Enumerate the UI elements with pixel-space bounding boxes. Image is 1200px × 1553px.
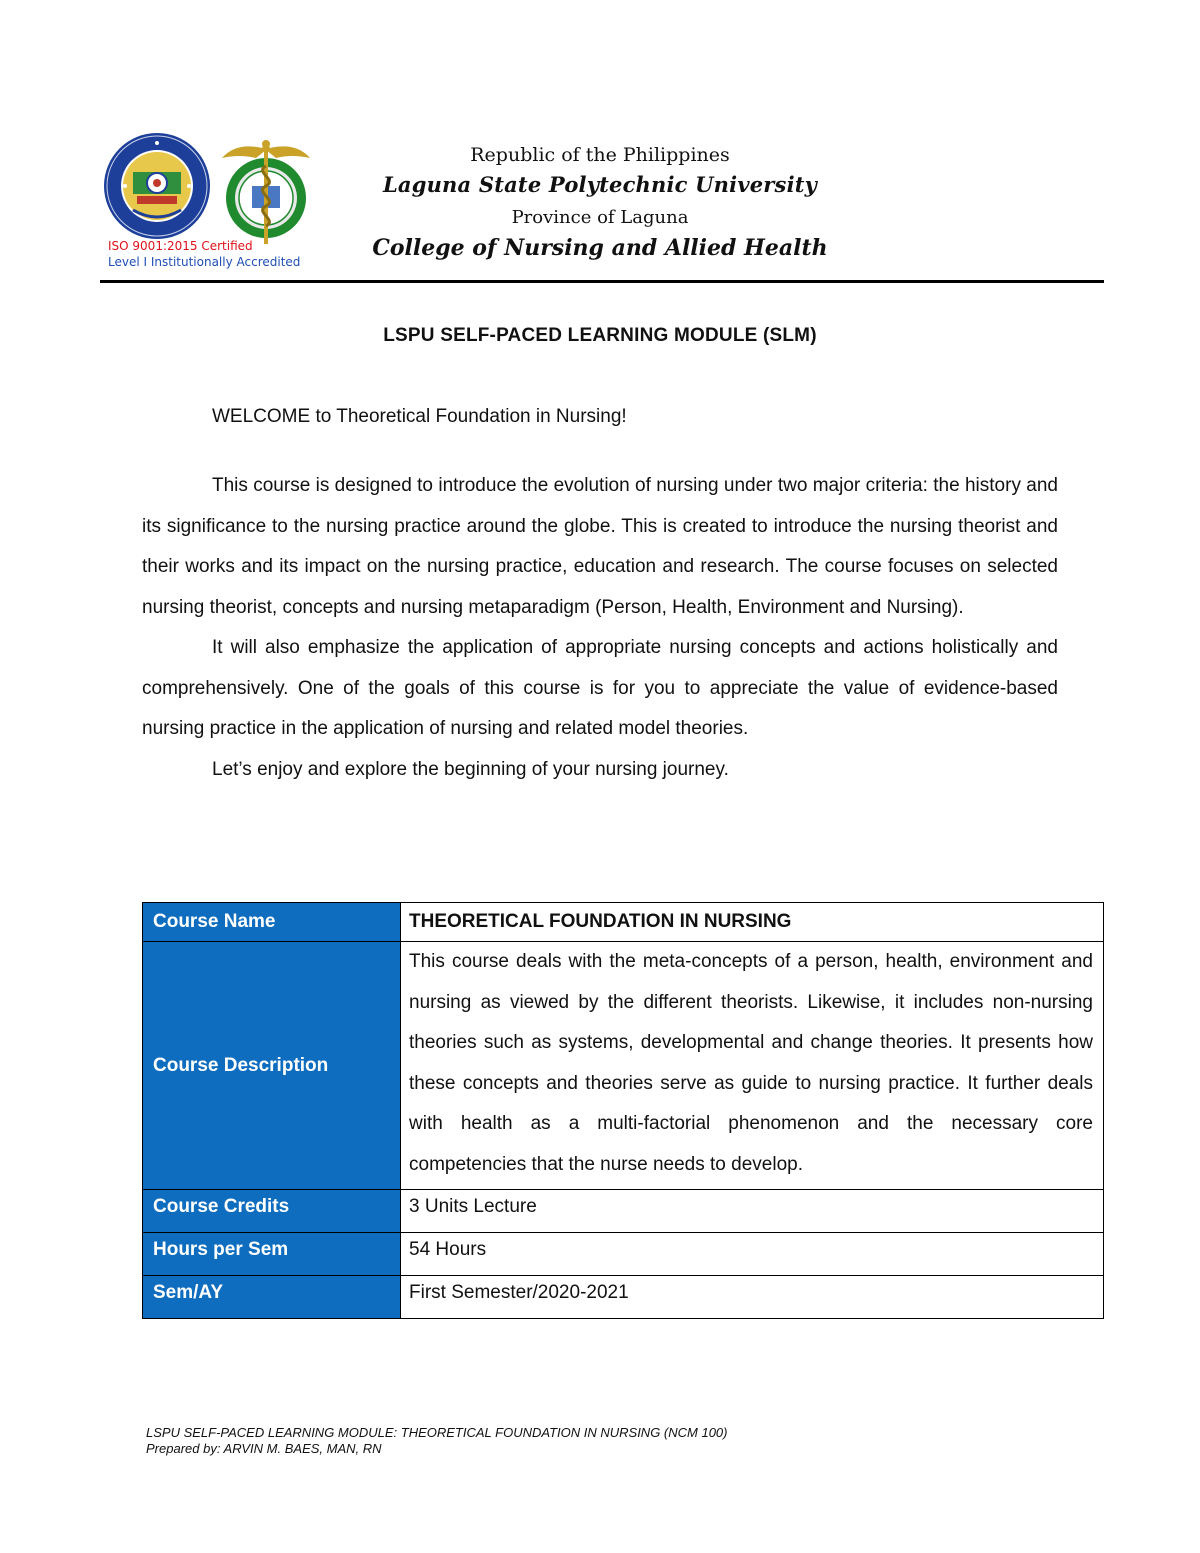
iso-certification: ISO 9001:2015 Certified [108,239,253,253]
intro-paragraph-3: Let’s enjoy and explore the beginning of your nursing journey. [212,758,729,780]
course-credits-label: Course Credits [143,1190,401,1233]
page-footer [146,1425,727,1457]
course-credits-value: 3 Units Lecture [401,1190,1104,1233]
province-line: Province of Laguna [511,207,689,228]
course-introduction [142,466,1058,790]
footer-author-line: Prepared by: ARVIN M. BAES, MAN, RN [146,1441,382,1456]
header-divider [100,280,1104,283]
module-title: LSPU SELF-PACED LEARNING MODULE (SLM) [383,325,817,346]
course-info-table [142,902,1104,1319]
sem-ay-value: First Semester/2020-2021 [401,1276,1104,1319]
sem-ay-label: Sem/AY [143,1276,401,1319]
hours-per-sem-label: Hours per Sem [143,1233,401,1276]
table-row [143,1276,1104,1319]
table-row [143,942,1104,1190]
institution-heading [350,142,850,262]
letterhead [100,130,1104,282]
table-row [143,1190,1104,1233]
intro-paragraph-1: This course is designed to introduce the evolution of nursing under two major criteria: the history and its significance to the nursing practice around the globe. This is created to introduce the nursing theorist and their works and its impact on the nursing practice, education and research. The course focuses on selected nursing theorist, concepts and nursing metaparadigm (Person, Health, Environment and Nursing). [142,475,1058,618]
lspu-seal-icon [103,132,211,240]
table-row [143,1233,1104,1276]
college-name: College of Nursing and Allied Health [372,235,828,261]
hours-per-sem-value: 54 Hours [401,1233,1104,1276]
course-name-value: THEORETICAL FOUNDATION IN NURSING [401,903,1104,942]
table-row [143,903,1104,942]
nursing-caduceus-icon [216,136,316,248]
republic-line: Republic of the Philippines [470,144,730,166]
welcome-line: WELCOME to Theoretical Foundation in Nursing! [212,406,627,427]
accreditation-note [108,238,300,270]
course-description-label: Course Description [143,942,401,1190]
course-description-value: This course deals with the meta-concepts of a person, health, environment and nursing as viewed by the different theorists. Likewise, it includes non-nursing theories such as systems, developmental and change theories. It presents how these concepts and theories serve as guide to nursing practice. It further deals with health as a multi-factorial phenomenon and the necessary core competencies that the nurse needs to develop. [401,942,1104,1190]
accreditation-level: Level I Institutionally Accredited [108,255,301,269]
university-name: Laguna State Polytechnic University [382,172,818,197]
intro-paragraph-2: It will also emphasize the application of appropriate nursing concepts and actions holistically and comprehensively. One of the goals of this course is for you to appreciate the value of evidence-based nursing practice in the application of nursing and related model theories. [142,637,1058,739]
course-name-label: Course Name [143,903,401,942]
footer-module-line: LSPU SELF-PACED LEARNING MODULE: THEORETICAL FOUNDATION IN NURSING (NCM 100) [146,1425,728,1440]
